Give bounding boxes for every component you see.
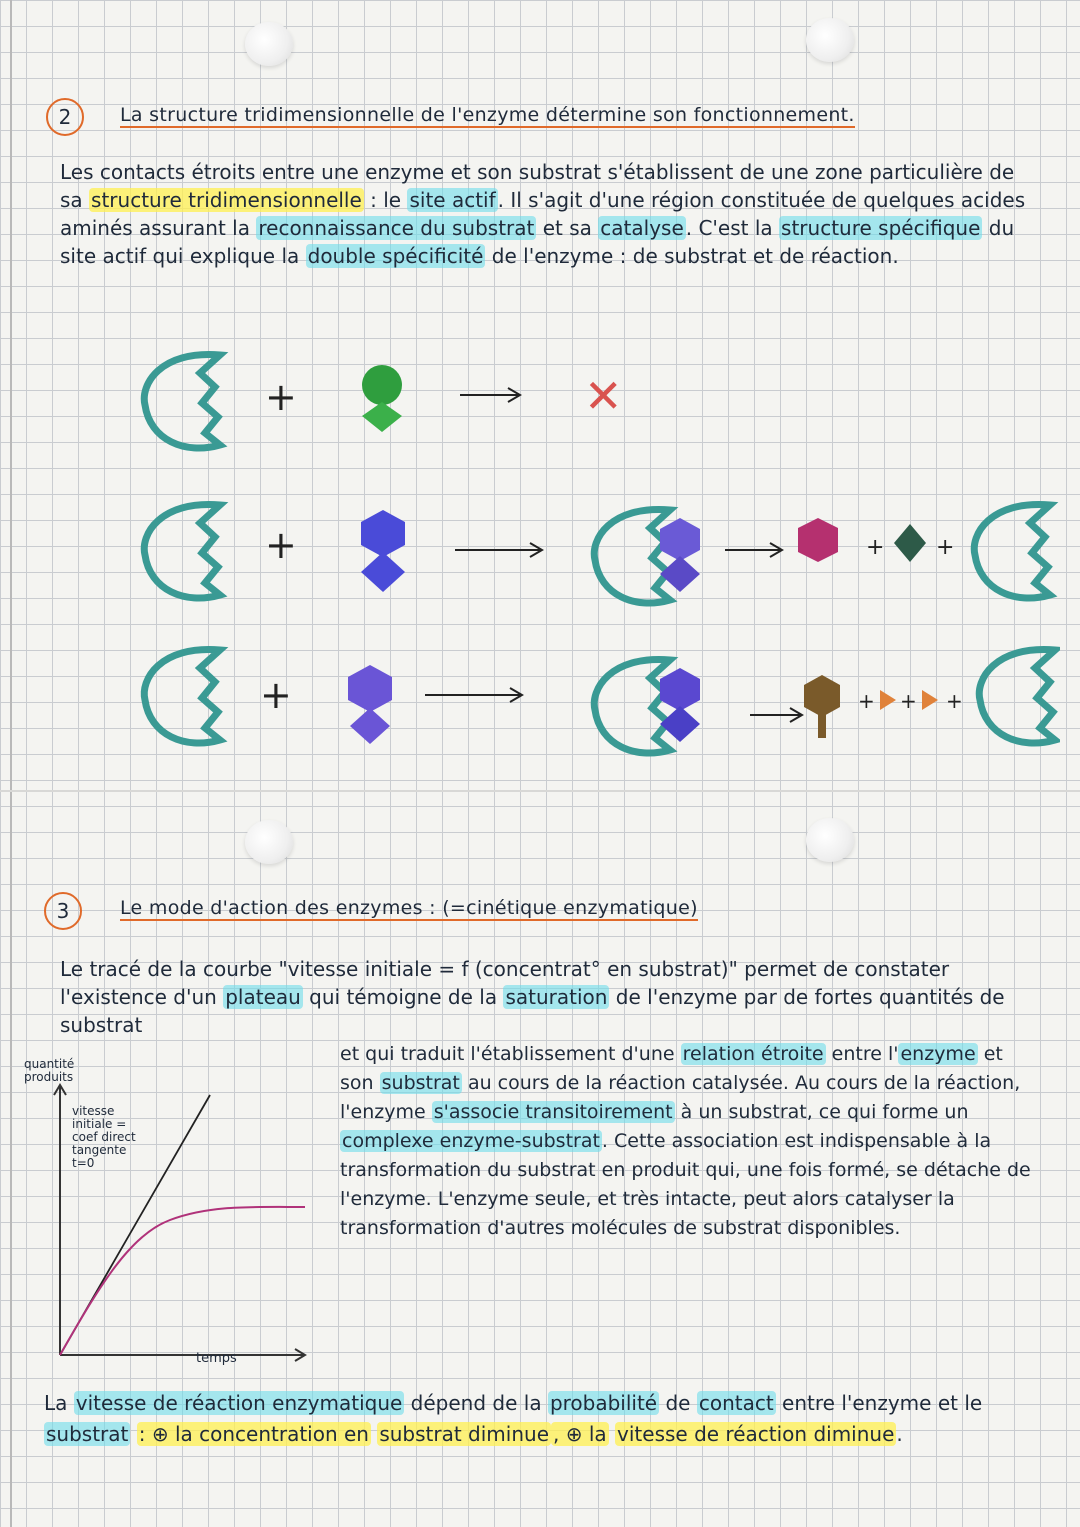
orange-product-icon (880, 690, 896, 710)
highlight-yellow: structure tridimensionnelle (91, 188, 362, 212)
paragraph-text: entre l'enzyme et le (782, 1391, 983, 1415)
section-title-text: La structure tridimensionnelle de l'enzyme détermine son fonctionnement. (120, 104, 855, 126)
enzyme-icon (144, 355, 220, 449)
plus-sign: + (265, 523, 297, 567)
plus-sign: + (900, 689, 917, 713)
paragraph-text: Cette association est indispensable à la transformation du substrat en produit qui, une fois formé, se détache de l'enzyme. L'enzyme seule, et très intacte, peut alors catalyser la transformation d'autres molécules de substrat disponibles. (340, 1130, 1031, 1239)
highlight-blue: enzyme (900, 1043, 976, 1065)
highlight-blue: s'associe transitoirement (433, 1101, 673, 1123)
pink-product-icon (798, 518, 838, 562)
enzyme-icon (979, 650, 1055, 744)
section-title (120, 100, 855, 130)
section-number: 3 (44, 892, 82, 930)
no-reaction-cross-icon: ✕ (584, 369, 623, 423)
product-curve (60, 1207, 305, 1355)
enzyme-specificity-diagram (100, 340, 1060, 780)
highlight-blue: reconnaissance du substrat (258, 216, 535, 240)
paragraph-text: Les contacts étroits entre une enzyme et son substrat s'établissent de une zone particulière de sa (60, 160, 1015, 212)
section-title-text: Le mode d'action des enzymes : (=cinétique enzymatique) (120, 897, 698, 919)
binder-hole (245, 22, 293, 66)
highlight-blue: probabilité (549, 1391, 658, 1415)
green-substrate-icon (362, 365, 402, 432)
highlight-blue: substrat (46, 1422, 129, 1446)
arrow-icon (725, 543, 782, 557)
highlight-blue: complexe enzyme-substrat (342, 1130, 600, 1152)
enzyme-icon (974, 505, 1050, 599)
paragraph-text: . C'est la (685, 216, 773, 240)
paragraph-text: de l'enzyme : de substrat et de réaction. (491, 244, 899, 268)
paragraph-text: au cours de la réaction catalysée. (467, 1072, 789, 1094)
paragraph-text: de (665, 1391, 691, 1415)
plus-sign: + (936, 535, 955, 560)
paragraph-text: dépend de la (410, 1391, 542, 1415)
dark-product-icon (894, 524, 926, 562)
highlight-blue: vitesse de réaction enzymatique (75, 1391, 403, 1415)
enzyme-icon (144, 650, 220, 744)
paragraph-text: et sa (542, 216, 592, 240)
highlight-blue: contact (698, 1391, 774, 1415)
highlight-blue: substrat (381, 1072, 460, 1094)
paragraph-text: du site actif qui explique la (60, 216, 1015, 268)
blue-substrate-icon (361, 510, 405, 592)
plus-sign: + (858, 689, 875, 713)
plus-sign: + (260, 673, 292, 717)
highlight-blue: double spécificité (307, 244, 484, 268)
arrow-icon (455, 543, 542, 557)
paragraph-text: entre l' (831, 1043, 899, 1065)
section-number: 2 (46, 98, 84, 136)
paragraph-text: de l'enzyme par de fortes quantités de substrat (60, 985, 1005, 1037)
paragraph-text: La (44, 1391, 68, 1415)
plus-sign: + (265, 375, 297, 419)
binder-hole (806, 18, 854, 62)
highlight-yellow: substrat diminue (379, 1422, 550, 1446)
enzyme-icon (144, 505, 220, 599)
enzyme-substrate-complex-icon (594, 510, 700, 604)
arrow-icon (460, 388, 520, 402)
page-fold-line (0, 790, 1080, 792)
paragraph-text: Le tracé de la courbe "vitesse initiale = f (concentrat° en substrat)" permet de constater l'existence d'un (60, 957, 950, 1009)
orange-product-icon (922, 690, 938, 710)
highlight-blue: plateau (225, 985, 301, 1009)
section3-conclusion (44, 1388, 1044, 1450)
paragraph-text: . (896, 1422, 903, 1446)
violet-substrate-icon (348, 665, 392, 744)
paragraph-text: et qui traduit l'établissement d'une (340, 1043, 675, 1065)
enzyme-substrate-complex-icon (594, 660, 700, 754)
graph-y-label: quantité produits (24, 1057, 75, 1084)
binder-hole (806, 818, 854, 862)
plus-sign: + (866, 535, 885, 560)
paragraph-text: et son (340, 1043, 1003, 1094)
highlight-blue: saturation (505, 985, 608, 1009)
page-margin-line (10, 0, 12, 1527)
paragraph-text: qui témoigne de la (309, 985, 498, 1009)
binder-hole (245, 820, 293, 864)
graph-x-label: temps (196, 1351, 237, 1366)
graph-tangent-label: vitesse initiale = coef direct tangente t=0 (72, 1104, 136, 1170)
paragraph-text: . Il s'agit d'une région constituée de quelques acides aminés assurant la (60, 188, 1026, 240)
highlight-blue: structure spécifique (781, 216, 981, 240)
paragraph-text: à un substrat, ce qui forme un (680, 1101, 969, 1123)
section3-intro (60, 955, 1040, 1039)
arrow-icon (750, 708, 802, 722)
section-title (120, 893, 698, 923)
highlight-yellow: : ⊕ la concentration en (138, 1422, 369, 1446)
brown-product-icon (804, 675, 840, 738)
highlight-blue: catalyse (600, 216, 684, 240)
highlight-yellow: , ⊕ la (553, 1422, 607, 1446)
highlight-blue: relation étroite (682, 1043, 824, 1065)
arrow-icon (425, 688, 522, 702)
section2-paragraph (60, 158, 1040, 270)
highlight-yellow: vitesse de réaction diminue (617, 1422, 895, 1446)
paragraph-text: Au cours de la réaction, l'enzyme (340, 1072, 1021, 1123)
section3-explanation (340, 1040, 1040, 1243)
plus-sign: + (946, 689, 963, 713)
paragraph-text: . (601, 1130, 608, 1152)
highlight-blue: site actif (409, 188, 496, 212)
paragraph-text: : le (370, 188, 402, 212)
kinetics-graph (20, 1055, 320, 1375)
